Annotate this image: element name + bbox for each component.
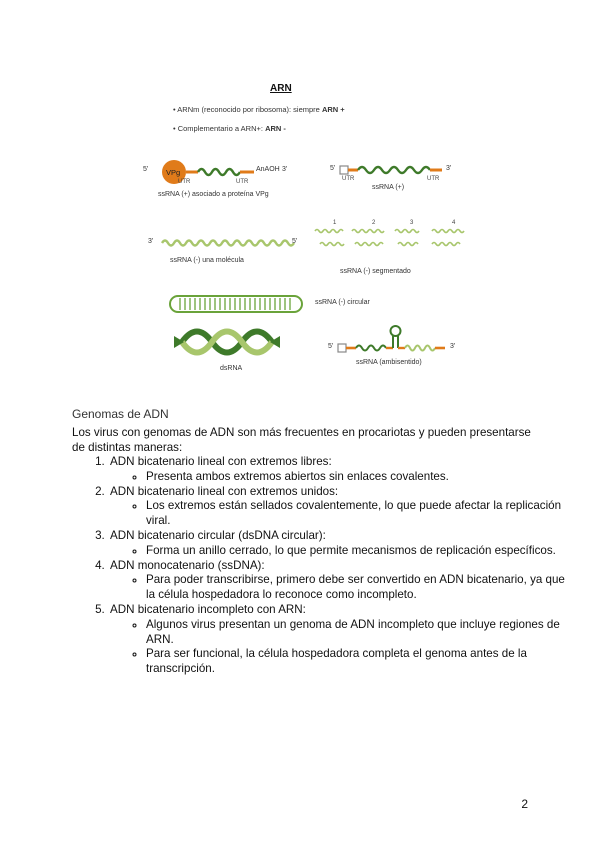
circular-caption: ssRNA (-) circular [315, 299, 370, 306]
figure-bullet: • ARNm (reconocido por ribosoma): siempre ARN + [173, 105, 345, 114]
sub-item: ◦ Los extremos están sellados covalentemente, lo que puede afectar la replicación viral. [146, 499, 570, 529]
figure-title: ARN [270, 83, 292, 94]
figure-bullet: • Complementario a ARN+: ARN - [173, 124, 286, 133]
segment-wave [320, 243, 344, 246]
capped-coding-wave [358, 167, 430, 173]
segment-wave [315, 230, 343, 233]
list-item-label: ADN bicatenario lineal con extremos libres: [110, 455, 332, 468]
list-item-label: ADN bicatenario circular (dsDNA circular): [110, 528, 326, 542]
ambisense-5-prime-label: 5' [328, 343, 334, 350]
negative-caption: ssRNA (-) una molécula [170, 257, 244, 264]
segment-number: 2 [372, 220, 376, 226]
capped-3-prime-label: 3' [446, 165, 452, 172]
list-item-label: ADN bicatenario incompleto con ARN: [110, 602, 306, 616]
ambisense-wave-right [405, 346, 435, 351]
segmented-caption: ssRNA (-) segmentado [340, 268, 411, 275]
vpg-utr-left-label: UTR [178, 179, 191, 185]
vpg-5-prime-label: 5' [143, 166, 149, 173]
list-item [108, 603, 570, 677]
segment-wave [352, 230, 384, 233]
segment-wave [398, 243, 418, 246]
hairpin-loop [391, 326, 401, 336]
rna-genome-figure [140, 80, 470, 380]
dsrna-double-helix [174, 332, 280, 353]
vpg-caption: ssRNA (+) asociado a proteína VPg [158, 191, 269, 198]
segment-wave [395, 230, 419, 233]
polya-tail-label: AnAOH [256, 166, 280, 173]
list-item [108, 455, 570, 485]
segment-number: 3 [410, 220, 414, 226]
section-heading: Genomas de ADN [72, 407, 169, 421]
dna-genome-list [72, 455, 570, 677]
dsrna-caption: dsRNA [220, 365, 243, 372]
capped-utr-right-label: UTR [427, 176, 440, 182]
negative-3-prime-label: 3' [148, 238, 154, 245]
list-item-label: ADN bicatenario lineal con extremos unidos: [110, 484, 339, 498]
negative-strand-wave [162, 241, 294, 246]
sub-item: ◦ Forma un anillo cerrado, lo que permite mecanismos de replicación específicos. [146, 544, 570, 559]
vpg-protein-label: VPg [166, 168, 181, 177]
negative-5-prime-label: 5' [292, 238, 298, 245]
segment-number: 1 [333, 220, 337, 226]
capped-5-prime-label: 5' [330, 165, 336, 172]
segment-wave [432, 230, 464, 233]
circular-rna-ring [170, 296, 302, 312]
ambisense-caption: ssRNA (ambisentido) [356, 359, 422, 366]
sub-item: ◦ Para ser funcional, la célula hospedadora completa el genoma antes de la transcripción. [146, 647, 570, 677]
segment-number: 4 [452, 220, 456, 226]
sub-item: ◦ Algunos virus presentan un genoma de ADN incompleto que incluye regiones de ARN. [146, 618, 570, 648]
vpg-3-prime-label: 3' [282, 166, 288, 173]
vpg-utr-right-label: UTR [236, 179, 249, 185]
capped-utr-left-label: UTR [342, 176, 355, 182]
page-number: 2 [521, 797, 528, 811]
sub-item: ◦ Presenta ambos extremos abiertos sin enlaces covalentes. [146, 470, 570, 485]
segment-wave [432, 243, 460, 246]
capped-caption: ssRNA (+) [372, 184, 405, 191]
list-item [108, 485, 570, 529]
intro-paragraph: Los virus con genomas de ADN son más frecuentes en procariotas y pueden presentarse de distintas maneras: [72, 426, 531, 454]
segment-wave [355, 243, 383, 246]
list-item [108, 529, 570, 559]
ambisense-wave-left [356, 346, 386, 351]
list-item-label: ADN monocatenario (ssDNA): [110, 558, 265, 572]
cap-structure-box [340, 166, 348, 174]
ambisense-3-prime-label: 3' [450, 343, 456, 350]
list-item [108, 559, 570, 603]
sub-item: ◦ Para poder transcribirse, primero debe ser convertido en ADN bicatenario, ya que la célula hospedadora lo reconoce como incompleto. [146, 573, 570, 603]
vpg-coding-wave [198, 169, 240, 175]
ambisense-cap-box [338, 344, 346, 352]
